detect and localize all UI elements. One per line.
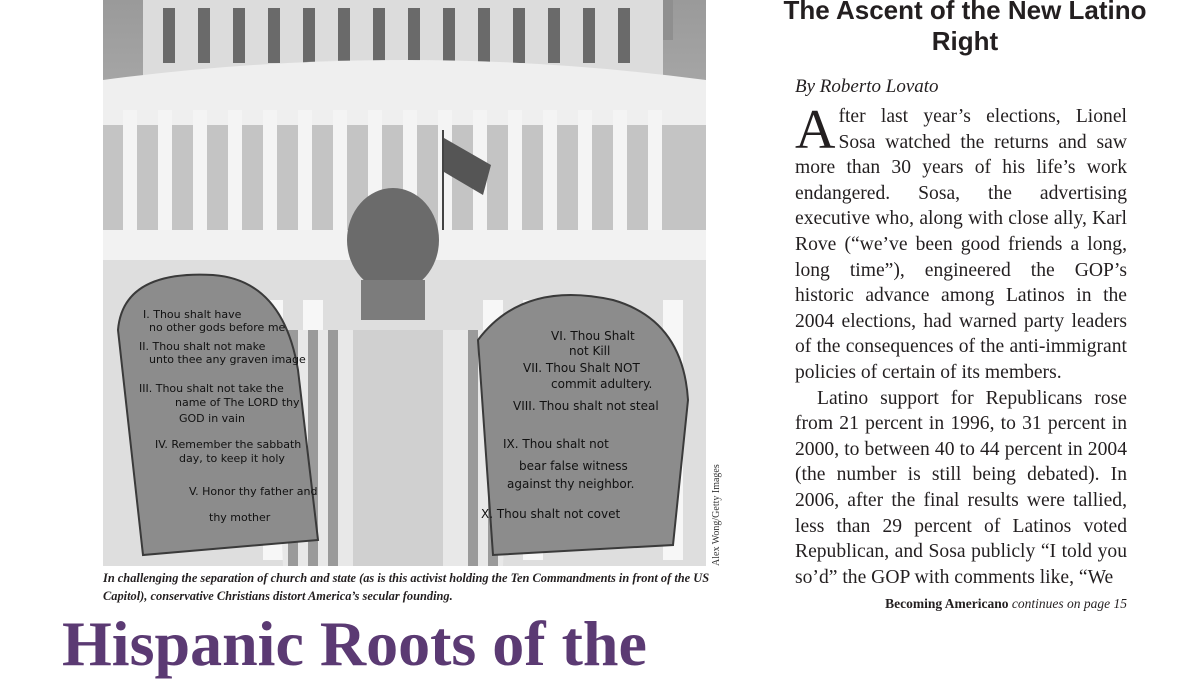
tablet-line: day, to keep it holy bbox=[179, 452, 285, 465]
tablet-line: against thy neighbor. bbox=[507, 477, 635, 491]
tablet-line: VIII. Thou shalt not steal bbox=[513, 399, 659, 413]
tablet-line: no other gods before me bbox=[149, 321, 286, 334]
tablet-line: thy mother bbox=[209, 511, 271, 524]
tablet-line: VI. Thou Shalt bbox=[551, 329, 635, 343]
paragraph: Latino support for Republicans rose from 21 percent in 1996, to 31 percent in 2000, to between 40 to 44 percent in 2004 (the number is still being debated). In 2006, after the final results were tallied, less than 29 percent of Latinos voted Republican, and Sosa publicly “I told you so’d” the GOP with comments like, “We bbox=[795, 387, 1127, 588]
tablet-line: II. Thou shalt not make bbox=[139, 340, 266, 353]
tablet-line: not Kill bbox=[569, 344, 611, 358]
capitol-photo bbox=[103, 0, 706, 566]
next-article-title: Hispanic Roots of the bbox=[62, 608, 647, 679]
tablet-line: bear false witness bbox=[519, 459, 628, 473]
continuation-title: Becoming Americano bbox=[885, 596, 1009, 611]
photo-credit: Alex Wong/Getty Images bbox=[711, 464, 722, 566]
tablet-line: name of The LORD thy bbox=[175, 396, 300, 409]
tablet-line: GOD in vain bbox=[179, 412, 245, 425]
tablet-line: VII. Thou Shalt NOT bbox=[523, 361, 640, 375]
paragraph bbox=[795, 99, 1127, 386]
tablet-line: III. Thou shalt not take the bbox=[139, 382, 284, 395]
drop-cap: A bbox=[795, 99, 836, 161]
tablet-line: commit adultery. bbox=[551, 377, 653, 391]
tablet-line: X. Thou shalt not covet bbox=[481, 507, 621, 521]
paragraph-text: fter last year’s elections, Lionel Sosa watched the returns and saw more than 30 years of his life’s work endangered. Sosa, the advertising executive who, along with close ally, Karl Rove (“we’ve been good friends a long, long time”), engineered the GOP’s historic advance among Latinos in the 2004 elections, had warned party leaders of the consequences of the anti-immigrant policies of certain of its members. bbox=[795, 106, 1127, 383]
capitol-illustration bbox=[103, 0, 706, 566]
tablet-line: V. Honor thy father and bbox=[189, 485, 318, 498]
article-body bbox=[795, 99, 1127, 590]
article-headline: The Ascent of the New Latino Right bbox=[783, 0, 1147, 56]
continuation-page: continues on page 15 bbox=[1011, 596, 1127, 611]
tablet-line: unto thee any graven image bbox=[149, 353, 306, 366]
photo-caption: In challenging the separation of church and state (as is this activist holding the Ten Commandments in front of the US Capitol), conservative Christians distort America’s secular founding. bbox=[103, 571, 710, 603]
continuation-line bbox=[885, 596, 1127, 612]
article-byline: By Roberto Lovato bbox=[795, 76, 939, 97]
tablet-line: IV. Remember the sabbath bbox=[155, 438, 302, 451]
tablet-line: IX. Thou shalt not bbox=[503, 437, 609, 451]
tablet-line: I. Thou shalt have bbox=[143, 308, 242, 321]
